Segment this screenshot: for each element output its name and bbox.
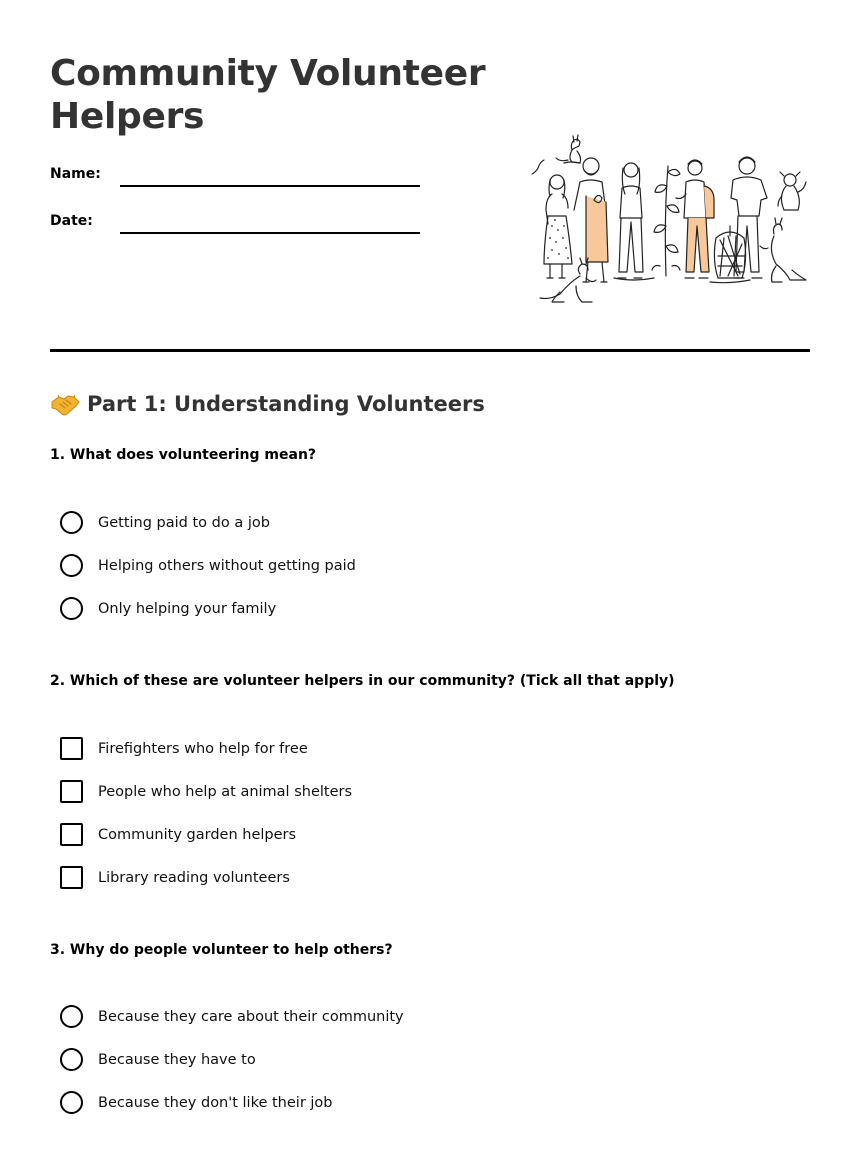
radio-button[interactable] [60,597,83,620]
option-label: People who help at animal shelters [98,783,353,800]
checkbox[interactable] [60,866,83,889]
plant-icon [652,166,680,276]
date-field[interactable] [50,213,420,237]
option-label: Getting paid to do a job [98,514,270,531]
question-1-option[interactable] [60,501,356,544]
volunteer-teen-backpack-icon [676,160,714,278]
question-2-option[interactable] [60,727,352,770]
question-2-options [60,727,352,899]
volunteer-woman-2-icon [618,163,643,278]
collection-net-icon [714,226,745,278]
question-2-option[interactable] [60,856,352,899]
question-2: 2. Which of these are volunteer helpers in our community? (Tick all that apply) [50,673,675,689]
radio-button[interactable] [60,511,83,534]
question-1-option[interactable] [60,544,356,587]
radio-button[interactable] [60,554,83,577]
volunteer-man-apron-icon [574,158,608,282]
checkbox[interactable] [60,780,83,803]
volunteers-illustration [528,116,812,312]
option-label: Firefighters who help for free [98,740,308,757]
radio-button[interactable] [60,1005,83,1028]
date-write-line[interactable] [120,232,420,234]
option-label: Because they care about their community [98,1008,404,1025]
checkbox[interactable] [60,737,83,760]
worksheet-page [50,0,810,1161]
volunteer-woman-1-icon [544,175,572,278]
option-label: Helping others without getting paid [98,557,356,574]
handshake-icon [50,390,80,418]
header-divider [50,349,810,352]
part1-heading [50,390,485,418]
question-1: 1. What does volunteering mean? [50,447,317,463]
question-2-option[interactable] [60,813,352,856]
option-label: Because they don't like their job [98,1094,333,1111]
question-3-options [60,995,404,1124]
question-3-option[interactable] [60,1081,404,1124]
checkbox[interactable] [60,823,83,846]
part1-title: Part 1: Understanding Volunteers [87,392,485,416]
option-label: Community garden helpers [98,826,297,843]
name-field[interactable] [50,166,420,190]
date-label: Date: [50,213,93,229]
question-1-option[interactable] [60,587,356,630]
volunteer-man-tshirt-icon [731,157,767,278]
question-3-option[interactable] [60,1038,404,1081]
kangaroo-top-icon [556,135,581,163]
name-label: Name: [50,166,101,182]
worksheet-title: Community Volunteer Helpers [50,53,486,137]
question-2-option[interactable] [60,770,352,813]
kangaroo-right-icon [760,218,806,282]
radio-button[interactable] [60,1091,83,1114]
name-write-line[interactable] [120,185,420,187]
question-3: 3. Why do people volunteer to help others? [50,942,393,958]
option-label: Because they have to [98,1051,256,1068]
radio-button[interactable] [60,1048,83,1071]
option-label: Library reading volunteers [98,869,290,886]
question-1-options [60,501,356,630]
koala-icon [778,172,806,210]
option-label: Only helping your family [98,600,277,617]
question-3-option[interactable] [60,995,404,1038]
